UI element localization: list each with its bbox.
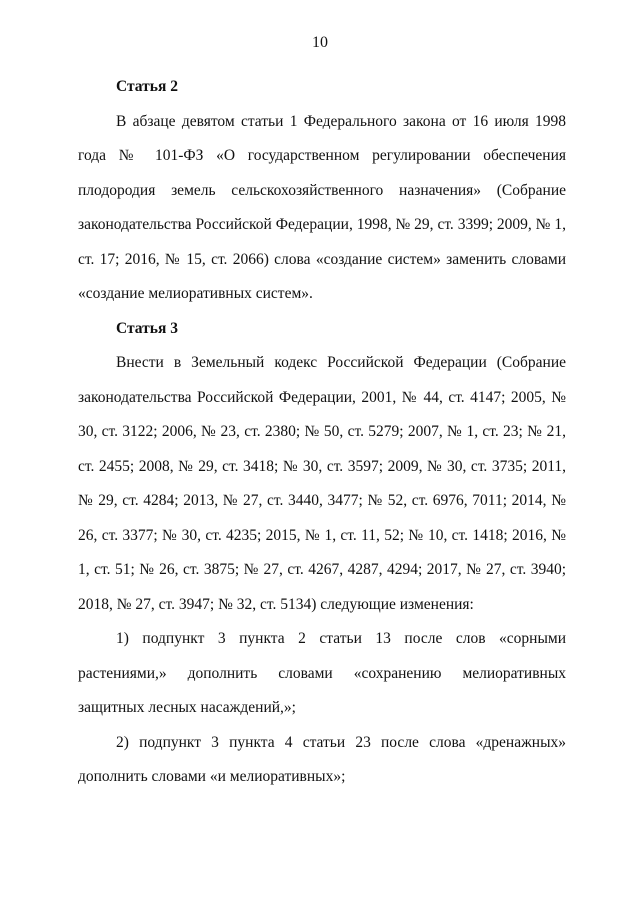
article-3-item-1: 1) подпункт 3 пункта 2 статьи 13 после слов «сорными растениями,» дополнить словами «сохранению мелиоративных защитных лесных насаждений,»; — [78, 630, 566, 716]
article-3-intro-paragraph: Внести в Земельный кодекс Российской Федерации (Собрание законодательства Российской Федерации, 2001, № 44, ст. 4147; 2005, № 30, ст. 3122; 2006, № 23, ст. 2380; № 50, ст. 5279; 2007, № 1, ст. 23; № 21, ст. 2455; 2008, № 29, ст. 3418; № 30, ст. 3597; 2009, № 30, ст. 3735; 2011, № 29, ст. 4284; 2013, № 27, ст. 3440, 3477; № 52, ст. 6976, 7011; 2014, № 26, ст. 3377; № 30, ст. 4235; 2015, № 1, ст. 11, 52; № 10, ст. 1418; 2016, № 1, ст. 51; № 26, ст. 3875; № 27, ст. 4267, 4287, 4294; 2017, № 27, ст. 3940; 2018, № 27, ст. 3947; № 32, ст. 5134) следующие изменения: — [78, 354, 566, 613]
article-3-item-2: 2) подпункт 3 пункта 4 статьи 23 после слова «дренажных» дополнить словами «и мелиоративных»; — [78, 733, 566, 785]
document-body — [78, 70, 566, 795]
article-2-paragraph: В абзаце девятом статьи 1 Федерального закона от 16 июля 1998 года № 101-ФЗ «О государственном регулировании обеспечения плодородия земель сельскохозяйственного назначения» (Собрание законодательства Российской Федерации, 1998, № 29, ст. 3399; 2009, № 1, ст. 17; 2016, № 15, ст. 2066) слова «создание систем» заменить словами «создание мелиоративных систем». — [78, 112, 566, 302]
page-number: 10 — [312, 34, 328, 51]
article-2-heading: Статья 2 — [116, 78, 178, 95]
article-3-heading: Статья 3 — [116, 319, 178, 337]
article-3 — [78, 312, 566, 795]
article-2 — [78, 70, 566, 312]
